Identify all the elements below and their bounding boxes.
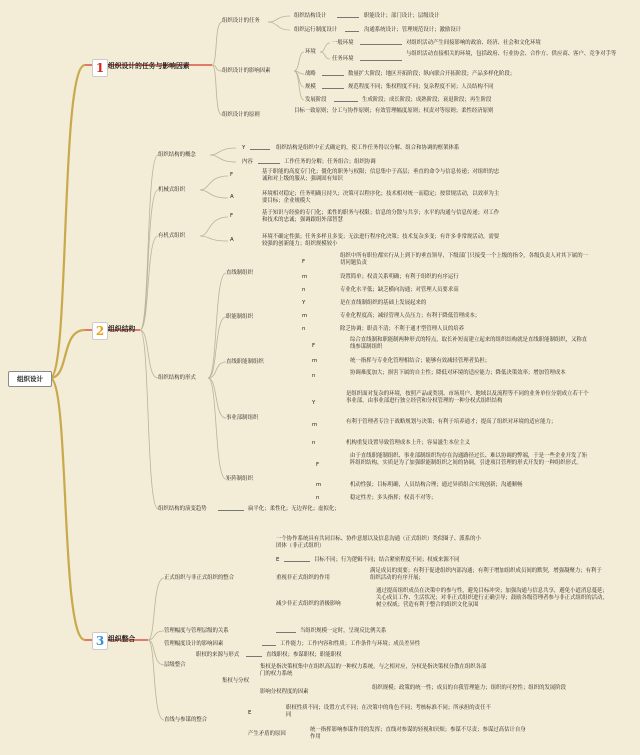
informal-negative-detail: 通过提高组织成员在决策中的参与性，避免目标冲突；加强沟通与信息共享，避免小道消息蔓延；关心成员工作、生活状况；对非正式组织进行正确引导；鼓励各级管理者参与非正式组织的活动，树立权威；营造有利于整合的组织文化氛围 [376,588,608,608]
difference-marker: E [276,557,280,563]
root-node[interactable]: 组织设计 [8,371,52,387]
dash [276,632,296,633]
span-level-detail: 当组织规模一定时，呈现反比例关系 [300,628,387,634]
structure-design-detail: 职能设计；部门设计；层级设计 [364,13,440,19]
concept-node[interactable]: 组织结构的概念 [158,152,196,158]
line-org-disadvantages: 专业化水平低；缺乏横向沟通；对管理人员要求高 [340,287,459,293]
function-org-features: 是在直线制组织的基础上发展起来的 [340,300,427,306]
conflict-cause-node[interactable]: 产生矛盾的原因 [248,731,286,737]
informal-positive-node[interactable]: 重视非正式组织的作用 [276,575,330,581]
conflict-cause-detail: 统一指挥影响参谋作用的发挥；直线对参谋的轻视和厌烦；参谋不尽责；参谋过高估计自身作用 [310,727,526,740]
formal-informal-node[interactable]: 正式组织与非正式组织的整合 [164,575,235,581]
disadvantage-marker: n [302,287,306,293]
line-staff-node[interactable]: 直线与参谋的整合 [164,717,208,723]
stage-detail: 生成阶段；成长阶段；成熟阶段；衰退阶段；再生阶段 [362,97,492,103]
formal-informal-differences: 目标不同；行为逻辑不同；结合紧密程度不同；权威来源不同 [314,557,460,563]
dash [262,645,276,646]
dash [337,17,359,18]
level-integration-node[interactable]: 层级整合 [164,662,186,668]
decentralization-factor-node[interactable]: 影响分权程度的因素 [260,689,309,695]
informal-positive-detail: 满足成员的需要；有利于促进组织内部沟通；有利于增加组织成员间的默契，增强凝聚力；有利于组织活动的有序开展； [370,568,602,581]
trend-detail: 扁平化；柔性化；无边界化；虚拟化； [248,506,340,512]
span-level-node[interactable]: 管理幅度与管理层级的关系 [164,628,229,634]
function-org-disadvantages: 除乏协调；职责不清；不利于通才型管理人员的培养 [340,326,464,332]
branch-1-title[interactable]: 组织设计的任务与影响因素 [108,62,190,70]
division-org-advantages: 有利于管理者专注于战略规划与决策；有利于培养通才；提高了组织对环境的适应能力； [346,419,557,425]
authority-source-node[interactable]: 职权的来源与形式 [196,652,240,658]
feature-marker: F [312,343,316,349]
difference-marker: E [248,710,252,716]
trend-node[interactable]: 组织结构的演变趋势 [158,506,207,512]
decentralization-factor-detail: 组织规模；政策的统一性；成员的自我管理能力；组织的可控性；组织的发展阶段 [372,685,567,691]
feature-marker: F [316,462,320,468]
advantage-marker: m [312,358,318,364]
function-org-node[interactable]: 职能制组织 [226,314,253,320]
feature-marker: F [302,259,306,265]
branch-1-badge: 1 [92,59,108,77]
branch-2-badge: 2 [92,322,108,340]
dash [345,31,359,32]
authority-source-detail: 直线职权；参谋职权；职能职权 [266,652,342,658]
centralization-node[interactable]: 集权与分权 [222,678,249,684]
mechanical-features: 基于职能的高度专门化；僵化的职务与权限；信息集中于高层；垂直的命令与信息传递；对组织的忠诚和对上级的服从；强调固有知识 [262,169,500,182]
strategy-detail: 数量扩大阶段；地区开拓阶段；纵向联合开拓阶段；产品多样化阶段； [348,71,516,77]
span-factor-detail: 工作能力；工作内容和性质；工作条件与环境；成员差异性 [280,641,421,647]
matrix-org-advantages: 机动性强；目标明确，人员结构合理；通过异质组合实现创新；沟通顺畅 [350,482,523,488]
factors-node[interactable]: 组织设计的影响因素 [222,68,271,74]
matrix-org-disadvantages: 稳定性差；多头指挥；权责不对等； [350,495,437,501]
principle-node[interactable]: 组织设计的原则 [222,112,260,118]
system-design-detail: 沟通系统设计；管理规范设计；激励设计 [364,27,462,33]
matrix-org-features: 由于直线职能制组织、事业部制组织均存在沟通路径过长、难以协调的弊端，于是一些企业开发了矩阵组织结构，实质是为了加强职能制组织之间的协调，引进项目管理的形式开发的一种组织形式。 [350,453,588,466]
dash [360,60,402,61]
disadvantage-marker: n [316,495,320,501]
dash [246,656,262,657]
mechanical-applicability: 环境相对稳定；任务明确且持久；决策可以程序化；技术相对统一而稳定；按常规活动，以效率为主要目标；企业规模大 [262,191,500,204]
environment-node[interactable]: 环境 [305,49,316,55]
advantage-marker: m [302,313,308,319]
feature-marker: F [230,172,234,178]
advantage-marker: m [316,482,322,488]
dash [334,101,358,102]
dash [218,510,244,511]
line-org-features: 组织中所有职位都实行从上到下的垂直领导，下级部门只接受一个上级的指令，各级负责人对其下属的一切问题负责 [340,253,588,266]
division-org-node[interactable]: 事业部制组织 [226,415,259,421]
line-staff-differences: 职权性质不同；设置方式不同；在决策中的角色不同；考核标准不同；所承担的责任不同 [286,705,491,718]
informal-negative-node[interactable]: 减少非正式组织的消极影响 [276,601,341,607]
branch-3-badge: 3 [92,632,108,650]
task-node[interactable]: 组织设计的任务 [222,18,260,24]
applicability-marker: A [230,237,234,243]
stage-node[interactable]: 发展阶段 [305,97,327,103]
general-env-node[interactable]: 一般环境 [332,40,354,46]
system-design-node[interactable]: 组织运行制度设计 [294,27,338,33]
division-org-features: 是组织面对复杂的环境，按照产品或类别、市场用户、地域以及流程等不同的业务单位分别成立若干个事业部，由事业部进行独立经营和分权管理的一种分权式组织结构 [346,391,589,404]
content-detail: 工作任务的分解；任务组合；组织协调 [284,159,376,165]
line-function-org-node[interactable]: 直线职能制组织 [226,359,264,365]
scale-node[interactable]: 规模 [305,84,316,90]
dash [322,75,344,76]
matrix-org-node[interactable]: 矩阵制组织 [226,476,253,482]
dash [250,149,270,150]
span-factor-node[interactable]: 管理幅度设计的影响因素 [164,641,224,647]
advantage-marker: m [302,274,308,280]
forms-node[interactable]: 组织结构的形式 [158,375,196,381]
dash [284,561,310,562]
organic-node[interactable]: 有机式组织 [158,233,185,239]
division-org-disadvantages: 机构重复设置导致管理成本上升；容易滋生本位主义 [346,440,470,446]
organic-features: 基于知识与经验的专门化；柔性的职务与权限；信息的分散与共享；水平的沟通与信息传递；对工作和技术的忠诚；强调跟组外部智慧 [262,210,500,223]
line-function-org-features: 综合直线制和职能制两种形式的特点，取长补短而建立起来的组织结构就是直线职能制组织，又称直线参谋制组织 [350,337,588,350]
task-env-node[interactable]: 任务环境 [332,56,354,62]
strategy-node[interactable]: 战略 [305,71,316,77]
dash [360,44,402,45]
organic-applicability: 环境不确定性强；任务多样且多变；无法进行程序化决策；技术复杂多变；有许多非常规活动，需要较强的创新能力；组织规模较小 [262,234,500,247]
principle-detail: 目标一致原则；分工与协作原则；有效管理幅度原则；权责对等原则；柔性经济原则 [294,108,494,114]
general-env-detail: 对组织活动产生间接影响的政治、经济、社会和文化环境 [406,40,541,46]
formal-informal-definition: 一个协作系统具有共同目标、协作意愿以及信息沟通（正式组织）类似圈子、派系的小团体（非正式组织） [276,536,481,549]
applicability-marker: A [230,194,234,200]
feature-marker: Y [302,300,306,306]
branch-2-title[interactable]: 组织结构 [108,325,136,333]
task-env-detail: 与组织活动直接相关的环境，包括政府、行业协会、合作方、供应商、客户、竞争对手等 [406,51,617,57]
dash [322,88,344,89]
branch-3-title[interactable]: 组织整合 [108,635,136,643]
disadvantage-marker: n [302,326,306,332]
feature-marker: Y [312,400,316,406]
line-org-node[interactable]: 直线制组织 [226,270,253,276]
disadvantage-marker: n [312,440,316,446]
content-node[interactable]: 内容 [242,159,253,165]
function-org-advantages: 专业化程度高；减轻管理人员压力；有利于降低管理成本； [340,313,481,319]
line-org-advantages: 设置简单；权责关系明确；有利于组织的有序运行 [340,274,459,280]
definition-marker: Y [242,145,246,151]
centralization-detail: 集权是指决策权集中在组织高层的一种权力系统。与之相对应，分权是指决策权分散在组织各部门的权力系统 [260,664,487,677]
dash [258,163,280,164]
line-function-org-disadvantages: 协调难度加大；损害下属的自主性；降低对环境的适应能力；降低决策效率；增加管理成本 [350,370,566,376]
advantage-marker: m [312,422,318,428]
feature-marker: F [230,213,234,219]
mechanical-node[interactable]: 机械式组织 [158,187,185,193]
disadvantage-marker: n [312,373,316,379]
definition-detail: 组织结构是组织中正式确定的，使工作任务得以分解、组合和协调的框架体系 [276,145,460,151]
line-function-org-advantages: 统一指挥与专业化管理相结合；能够有效减轻管理者负担； [350,358,491,364]
structure-design-node[interactable]: 组织结构设计 [294,13,327,19]
scale-detail: 规范程度不同；集权程度不同；复杂程度不同；人员结构不同 [348,84,494,90]
